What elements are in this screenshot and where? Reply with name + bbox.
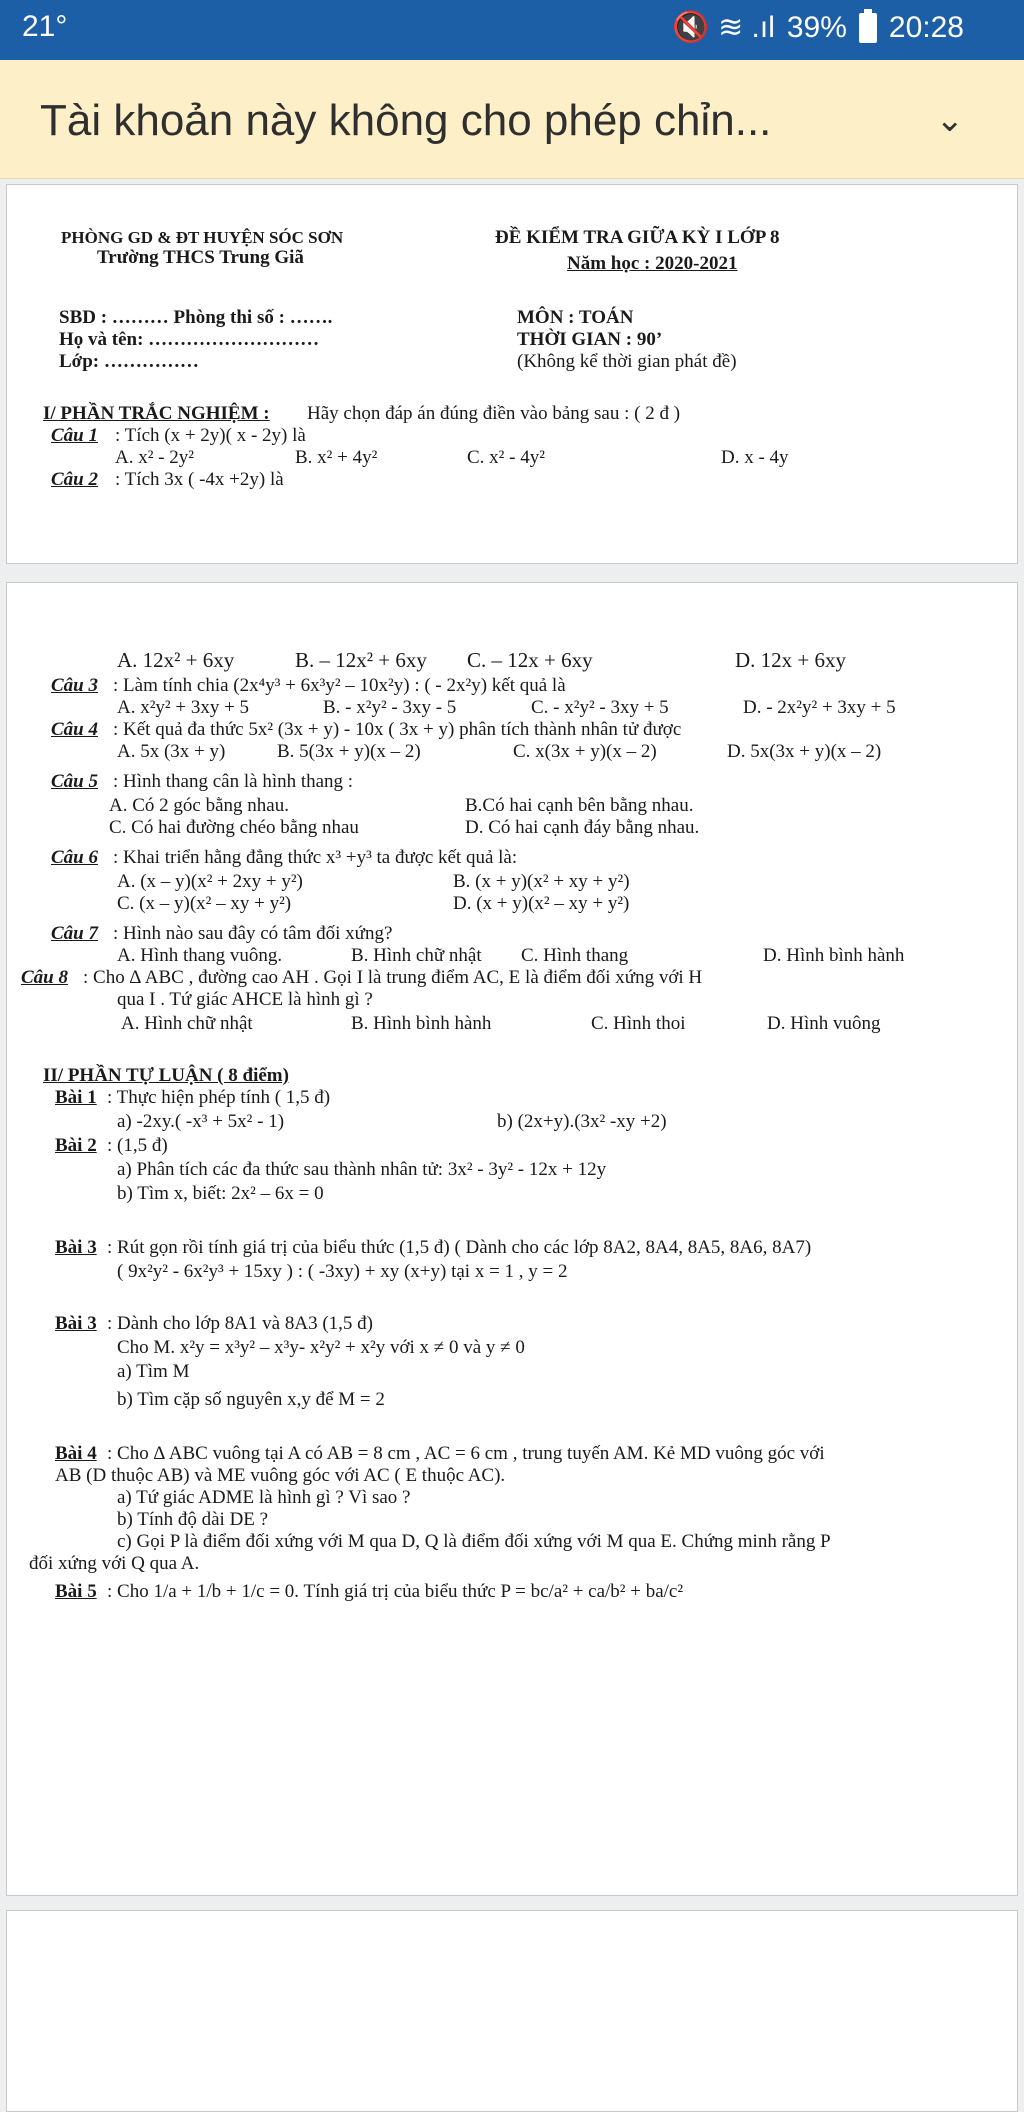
q5-label: Câu 5 [51,771,98,792]
part1-instruction: Hãy chọn đáp án đúng điền vào bảng sau : ( 2 đ ) [307,403,681,424]
q2-option-a: A. 12x² + 6xy [117,648,235,672]
subject: MÔN : TOÁN [517,307,634,328]
part2-title: II/ PHẦN TỰ LUẬN ( 8 điểm) [43,1065,289,1086]
b4-a: a) Tứ giác ADME là hình gì ? Vì sao ? [117,1487,411,1508]
b2-text: : (1,5 đ) [107,1135,168,1156]
b3-alt-b: b) Tìm cặp số nguyên x,y để M = 2 [117,1389,385,1410]
b3-alt-label: Bài 3 [55,1313,97,1334]
duration-note: (Không kể thời gian phát đề) [517,351,737,372]
status-bar [0,0,1024,60]
q2-option-b: B. – 12x² + 6xy [295,648,427,672]
banner-title: Tài khoản này không cho phép chỉn... [40,96,772,145]
q5-text: : Hình thang cân là hình thang : [113,771,354,792]
document-page-1[interactable] [6,184,1018,564]
b2-label: Bài 2 [55,1135,97,1156]
b3-alt-expression: Cho M. x²y = x³y² – x³y- x²y² + x²y với x ≠ 0 và y ≠ 0 [117,1337,525,1358]
q4-option-b: B. 5(3x + y)(x – 2) [277,741,421,762]
q3-option-b: B. - x²y² - 3xy - 5 [323,697,457,718]
q8-option-a: A. Hình chữ nhật [121,1013,253,1034]
permission-banner[interactable] [0,60,1024,179]
b2-a: a) Phân tích các đa thức sau thành nhân tử: 3x² - 3y² - 12x + 12y [117,1159,607,1180]
q7-option-a: A. Hình thang vuông. [117,945,283,966]
b3-expression: ( 9x²y² - 6x²y³ + 15xy ) : ( -3xy) + xy (x+y) tại x = 1 , y = 2 [117,1261,568,1282]
clock: 20:28 [888,10,964,44]
exam-title: ĐỀ KIỂM TRA GIỮA KỲ I LỚP 8 [495,227,780,248]
q5-option-a: A. Có 2 góc bằng nhau. [109,795,289,816]
q3-text: : Làm tính chia (2x⁴y³ + 6x³y² – 10x²y) : ( - 2x²y) kết quả là [113,675,566,696]
b1-a: a) -2xy.( -x³ + 5x² - 1) [117,1111,285,1132]
b4-text: : Cho ∆ ABC vuông tại A có AB = 8 cm , AC = 6 cm , trung tuyến AM. Kẻ MD vuông góc với [107,1443,825,1464]
q4-text: : Kết quả đa thức 5x² (3x + y) - 10x ( 3x + y) phân tích thành nhân tử được [113,719,682,740]
b1-b: b) (2x+y).(3x² -xy +2) [497,1111,667,1132]
q7-option-c: C. Hình thang [521,945,629,966]
b3-text: : Rút gọn rồi tính giá trị của biểu thức (1,5 đ) ( Dành cho các lớp 8A2, 8A4, 8A5, 8A6, 8A7) [107,1237,812,1258]
q1-option-a: A. x² - 2y² [115,447,194,468]
school-year: Năm học : 2020-2021 [567,253,738,274]
b4-c: c) Gọi P là điểm đối xứng với M qua D, Q là điểm đối xứng với M qua E. Chứng minh rằng P [117,1531,831,1552]
sbd-line: SBD : ……… Phòng thi số : ……. [59,307,333,328]
b5-text: : Cho 1/a + 1/b + 1/c = 0. Tính giá trị của biểu thức P = bc/a² + ca/b² + ba/c² [107,1581,684,1602]
b3-alt-text: : Dành cho lớp 8A1 và 8A3 (1,5 đ) [107,1313,373,1334]
q5-option-b: B.Có hai cạnh bên bằng nhau. [465,795,694,816]
document-page-2[interactable] [6,582,1018,1896]
q3-label: Câu 3 [51,675,98,696]
q5-option-c: C. Có hai đường chéo bằng nhau [109,817,359,838]
b4-text-cont: AB (D thuộc AB) và ME vuông góc với AC ( E thuộc AC). [55,1465,506,1486]
q6-text: : Khai triển hằng đẳng thức x³ +y³ ta được kết quả là: [113,847,518,868]
q6-option-a: A. (x – y)(x² + 2xy + y²) [117,871,303,892]
q2-text: : Tích 3x ( -4x +2y) là [115,469,284,490]
q8-option-b: B. Hình bình hành [351,1013,492,1034]
q7-label: Câu 7 [51,923,98,944]
document-page-3[interactable] [6,1910,1018,2112]
name-line: Họ và tên: ……………………… [59,329,320,350]
q4-option-c: C. x(3x + y)(x – 2) [513,741,657,762]
q1-label: Câu 1 [51,425,98,446]
signal-icon: 🔇 ≋ .ıl [672,11,775,44]
b2-b: b) Tìm x, biết: 2x² – 6x = 0 [117,1183,324,1204]
q2-option-d: D. 12x + 6xy [735,648,847,672]
q2-label: Câu 2 [51,469,98,490]
q8-option-d: D. Hình vuông [767,1013,881,1034]
q7-option-d: D. Hình bình hành [763,945,905,966]
duration: THỜI GIAN : 90’ [517,329,663,350]
q6-option-b: B. (x + y)(x² + xy + y²) [453,871,630,892]
b4-label: Bài 4 [55,1443,97,1464]
school-name: Trường THCS Trung Giã [97,247,304,268]
chevron-down-icon[interactable]: ⌄ [935,101,964,139]
class-line: Lớp: …………… [59,351,199,372]
q1-option-d: D. x - 4y [721,447,789,468]
b3-alt-a: a) Tìm M [117,1361,190,1382]
q6-label: Câu 6 [51,847,98,868]
status-icons [672,10,964,45]
b1-text: : Thực hiện phép tính ( 1,5 đ) [107,1087,331,1108]
q1-text: : Tích (x + 2y)( x - 2y) là [115,425,306,446]
q5-option-d: D. Có hai cạnh đáy bằng nhau. [465,817,700,838]
q7-option-b: B. Hình chữ nhật [351,945,482,966]
q6-option-d: D. (x + y)(x² – xy + y²) [453,893,630,914]
b4-b: b) Tính độ dài DE ? [117,1509,269,1530]
temperature: 21° [22,10,68,43]
q1-option-c: C. x² - 4y² [467,447,545,468]
q3-option-a: A. x²y² + 3xy + 5 [117,697,250,718]
q8-option-c: C. Hình thoi [591,1013,686,1034]
q8-text-cont: qua I . Tứ giác AHCE là hình gì ? [117,989,373,1010]
b5-label: Bài 5 [55,1581,97,1602]
b4-c-cont: đối xứng với Q qua A. [29,1553,200,1574]
q4-option-a: A. 5x (3x + y) [117,741,226,762]
q8-label: Câu 8 [21,967,68,988]
q8-text: : Cho ∆ ABC , đường cao AH . Gọi I là trung điểm AC, E là điểm đối xứng với H [83,967,703,988]
q3-option-c: C. - x²y² - 3xy + 5 [531,697,669,718]
battery-percent: 39% [786,10,847,44]
q1-option-b: B. x² + 4y² [295,447,378,468]
part1-title: I/ PHẦN TRẮC NGHIỆM : [43,403,270,424]
q4-label: Câu 4 [51,719,98,740]
battery-icon [859,13,877,43]
q7-text: : Hình nào sau đây có tâm đối xứng? [113,923,393,944]
b3-label: Bài 3 [55,1237,97,1258]
q2-option-c: C. – 12x + 6xy [467,648,593,672]
b1-label: Bài 1 [55,1087,97,1108]
school-dept: PHÒNG GD & ĐT HUYỆN SÓC SƠN [61,228,344,247]
q3-option-d: D. - 2x²y² + 3xy + 5 [743,697,896,718]
q4-option-d: D. 5x(3x + y)(x – 2) [727,741,882,762]
q6-option-c: C. (x – y)(x² – xy + y²) [117,893,292,914]
